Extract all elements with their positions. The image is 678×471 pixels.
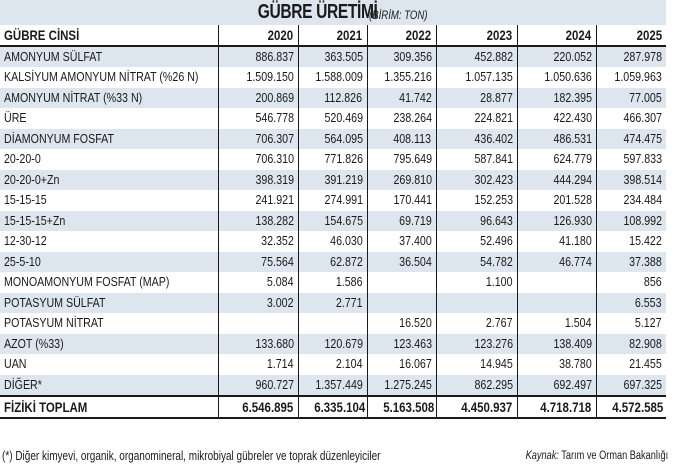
fertilizer-type-label: FİZİKİ TOPLAM [4,398,88,415]
value-text: 234.484 [623,192,662,208]
fertilizer-type-label: DİĞER* [4,376,42,392]
fertilizer-type-cell [0,88,218,109]
value-text: 46.774 [558,253,592,269]
value-cell [436,108,517,129]
column-header-label: 2024 [565,27,592,43]
value-cell [596,375,666,396]
value-cell [367,190,436,211]
value-cell [218,334,298,355]
value-cell [298,88,367,109]
value-text: 5.163.508 [382,398,434,415]
table-row [0,313,666,334]
value-cell [218,129,298,150]
value-text: 1.355.216 [384,69,432,85]
value-text: 1.057.135 [465,69,513,85]
value-cell [436,313,517,334]
title-band [0,0,666,25]
table-row [0,46,666,67]
value-text: 624.779 [552,151,592,167]
value-cell [367,334,436,355]
value-cell [517,149,596,170]
value-text: 170.441 [392,192,432,208]
source-value: Tarım ve Orman Bakanlığı [558,450,668,462]
fertilizer-type-label: AMONYUM NİTRAT (%33 N) [4,89,143,105]
value-text: 2.771 [335,294,363,310]
value-cell [367,313,436,334]
value-cell [298,252,367,273]
value-text: 126.930 [552,212,592,228]
value-text: 1.357.449 [315,376,363,392]
column-header-label: 2021 [336,27,363,43]
value-cell [218,313,298,334]
value-text: 546.778 [254,110,294,126]
value-cell [596,334,666,355]
table-row [0,252,666,273]
table-row [0,67,666,88]
value-text: 220.052 [552,49,592,64]
value-cell [517,396,596,418]
value-text: 108.992 [623,212,662,228]
value-text: 587.841 [473,151,513,167]
fertilizer-type-label: ÜRE [4,110,27,126]
value-cell [298,129,367,150]
value-text: 520.469 [323,110,363,126]
value-cell [596,272,666,293]
value-cell [367,67,436,88]
value-text: 422.430 [552,110,592,126]
value-cell [436,46,517,67]
value-text: 224.821 [473,110,513,126]
fertilizer-type-cell [0,396,218,418]
value-cell [367,293,436,314]
fertilizer-type-cell [0,108,218,129]
value-cell [367,46,436,67]
value-text: 32.352 [260,233,294,249]
value-text: 123.276 [473,335,513,351]
column-header-label: 2023 [486,27,513,43]
value-text: 16.067 [398,356,432,372]
fertilizer-type-cell [0,129,218,150]
value-text: 38.780 [558,356,592,372]
fertilizer-type-cell [0,231,218,252]
value-text: 856 [644,274,662,290]
fertilizer-type-cell [0,149,218,170]
value-cell [436,190,517,211]
value-text: 1.504 [564,315,592,331]
fertilizer-type-label: AZOT (%33) [4,335,64,351]
value-cell [218,211,298,232]
value-text: 62.872 [329,253,363,269]
table-row [0,149,666,170]
value-text: 201.528 [552,192,592,208]
value-text: 77.005 [629,89,662,105]
value-text: 1.100 [485,274,513,290]
value-cell [298,354,367,375]
value-text: 21.455 [629,356,662,372]
table-row [0,129,666,150]
fertilizer-type-cell [0,272,218,293]
table-row [0,211,666,232]
table-row [0,334,666,355]
value-cell [298,334,367,355]
value-cell [367,170,436,191]
value-text: 152.253 [473,192,513,208]
value-text: 112.826 [324,89,363,105]
value-cell [218,272,298,293]
value-cell [436,129,517,150]
value-cell [436,88,517,109]
value-text: 706.307 [254,130,294,146]
value-cell [596,354,666,375]
value-cell [218,231,298,252]
value-cell [298,190,367,211]
value-cell [367,272,436,293]
value-text: 138.409 [552,335,592,351]
value-text: 37.400 [398,233,432,249]
value-text: 564.095 [323,130,363,146]
value-cell [596,252,666,273]
value-cell [517,375,596,396]
value-text: 697.325 [623,376,662,392]
value-cell [436,354,517,375]
fertilizer-type-cell [0,67,218,88]
value-cell [298,46,367,67]
value-cell [436,272,517,293]
value-cell [596,149,666,170]
value-text: 120.679 [323,335,363,351]
value-text: 3.002 [266,294,294,310]
value-text: 96.643 [479,212,513,228]
value-text: 41.180 [558,233,592,249]
value-text: 287.978 [623,49,662,64]
total-row [0,396,666,418]
value-cell [298,108,367,129]
column-header-label: 2020 [267,27,294,43]
footnote: (*) Diğer kimyevi, organik, organomineral, mikrobiyal gübreler ve toprak düzenleyiciler [2,449,381,463]
value-cell [596,108,666,129]
value-text: 706.310 [254,151,294,167]
value-cell [436,252,517,273]
value-cell [596,231,666,252]
value-text: 771.826 [323,151,363,167]
value-cell [517,67,596,88]
table-row [0,375,666,396]
value-cell [218,170,298,191]
value-cell [436,67,517,88]
value-text: 6.546.895 [242,398,294,415]
source-credit [526,450,669,462]
value-text: 597.833 [623,151,662,167]
column-header-year [517,25,596,46]
value-cell [596,67,666,88]
value-text: 398.319 [254,171,294,187]
column-header-type [0,25,218,46]
value-cell [436,334,517,355]
value-text: 1.059.963 [614,69,662,85]
value-cell [298,170,367,191]
source-label: Kaynak: [525,450,559,462]
value-cell [436,170,517,191]
value-text: 36.504 [398,253,432,269]
value-cell [367,129,436,150]
value-text: 28.877 [479,89,513,105]
value-cell [218,108,298,129]
table-row [0,170,666,191]
fertilizer-type-cell [0,334,218,355]
value-cell [596,313,666,334]
fertilizer-type-label: AMONYUM SÜLFAT [4,49,103,64]
fertilizer-type-label: 15-15-15+Zn [4,212,66,228]
fertilizer-type-cell [0,354,218,375]
value-text: 1.509.150 [246,69,294,85]
fertilizer-type-cell [0,375,218,396]
value-cell [298,396,367,418]
value-text: 241.921 [254,192,294,208]
value-cell [596,129,666,150]
fertilizer-type-label: POTASYUM SÜLFAT [4,294,106,310]
table-row [0,231,666,252]
value-cell [517,190,596,211]
value-cell [367,149,436,170]
value-cell [436,375,517,396]
value-text: 1.275.245 [384,376,432,392]
value-cell [298,272,367,293]
fertilizer-type-label: 12-30-12 [4,233,47,249]
value-text: 14.945 [479,356,513,372]
unit-label: (BİRİM: TON) [369,8,428,22]
value-text: 5.127 [635,315,662,331]
value-cell [367,211,436,232]
column-header-year [436,25,517,46]
value-cell [596,46,666,67]
value-text: 41.742 [398,89,432,105]
column-header-label: 2025 [636,27,662,43]
value-text: 274.991 [323,192,363,208]
value-text: 200.869 [254,89,294,105]
value-cell [218,375,298,396]
value-cell [218,46,298,67]
value-cell [517,231,596,252]
value-text: 16.520 [398,315,432,331]
value-cell [367,88,436,109]
value-text: 391.219 [323,171,363,187]
value-cell [367,252,436,273]
value-text: 436.402 [473,130,513,146]
value-text: 182.395 [552,89,592,105]
value-cell [517,211,596,232]
fertilizer-type-cell [0,170,218,191]
fertilizer-type-cell [0,293,218,314]
table-row [0,354,666,375]
value-text: 444.294 [552,171,592,187]
value-text: 238.264 [392,110,432,126]
value-cell [517,170,596,191]
value-cell [218,149,298,170]
value-cell [298,293,367,314]
value-cell [218,88,298,109]
column-header-year [218,25,298,46]
value-text: 133.680 [254,335,294,351]
value-cell [596,88,666,109]
value-cell [436,396,517,418]
value-text: 886.837 [254,49,294,64]
value-cell [218,190,298,211]
value-cell [517,252,596,273]
value-cell [436,231,517,252]
value-text: 15.422 [629,233,662,249]
value-cell [596,293,666,314]
value-cell [596,190,666,211]
footer [2,446,678,466]
value-text: 1.586 [335,274,363,290]
value-text: 486.531 [552,130,592,146]
value-text: 6.553 [635,294,662,310]
value-cell [218,293,298,314]
table-body [0,46,666,418]
fertilizer-type-label: POTASYUM NİTRAT [4,315,104,331]
value-text: 474.475 [623,130,662,146]
value-cell [298,149,367,170]
fertilizer-type-label: UAN [4,356,27,372]
value-cell [367,396,436,418]
value-text: 302.423 [473,171,513,187]
value-cell [517,272,596,293]
fertilizer-type-cell [0,211,218,232]
value-text: 154.675 [323,212,363,228]
value-text: 1.050.636 [544,69,592,85]
value-text: 82.908 [629,335,662,351]
value-text: 269.810 [392,171,432,187]
production-table [0,25,666,419]
fertilizer-type-label: 20-20-0+Zn [4,171,60,187]
value-text: 1.588.009 [315,69,363,85]
column-header-label: GÜBRE CİNSİ [4,27,80,43]
value-cell [596,170,666,191]
value-text: 466.307 [623,110,662,126]
value-text: 2.104 [335,356,363,372]
column-header-year [367,25,436,46]
value-text: 6.335.104 [313,398,365,415]
column-header-year [596,25,666,46]
table-row [0,88,666,109]
fertilizer-type-label: DİAMONYUM FOSFAT [4,130,114,146]
value-cell [298,375,367,396]
value-text: 138.282 [254,212,294,228]
value-cell [517,88,596,109]
value-text: 363.505 [323,49,363,64]
value-cell [517,354,596,375]
value-text: 452.882 [473,49,513,64]
value-text: 5.084 [266,274,294,290]
value-cell [218,354,298,375]
value-text: 692.497 [552,376,592,392]
value-cell [367,231,436,252]
value-text: 309.356 [392,49,432,64]
column-header-year [298,25,367,46]
value-text: 54.782 [479,253,513,269]
value-text: 960.727 [254,376,294,392]
value-text: 1.714 [266,356,294,372]
value-cell [298,231,367,252]
value-cell [367,375,436,396]
value-text: 398.514 [623,171,662,187]
table-row [0,190,666,211]
fertilizer-type-label: 15-15-15 [4,192,47,208]
value-text: 4.718.718 [540,398,592,415]
value-cell [517,313,596,334]
value-text: 69.719 [398,212,432,228]
value-cell [218,252,298,273]
value-cell [436,211,517,232]
value-text: 123.463 [392,335,432,351]
fertilizer-type-label: 20-20-0 [4,151,41,167]
value-cell [517,334,596,355]
table-row [0,108,666,129]
fertilizer-type-label: KALSİYUM AMONYUM NİTRAT (%26 N) [4,69,199,85]
fertilizer-type-cell [0,252,218,273]
value-cell [517,108,596,129]
table-row [0,293,666,314]
value-cell [596,211,666,232]
header-row [0,25,666,46]
page-title: GÜBRE ÜRETİMİ [257,1,378,23]
value-cell [596,396,666,418]
value-text: 2.767 [485,315,513,331]
value-text: 408.113 [393,130,432,146]
fertilizer-type-cell [0,313,218,334]
value-cell [218,396,298,418]
value-text: 37.388 [629,253,662,269]
value-text: 4.572.585 [611,398,663,415]
value-cell [218,67,298,88]
value-text: 4.450.937 [461,398,513,415]
value-text: 862.295 [473,376,513,392]
fertilizer-type-cell [0,46,218,67]
value-cell [298,67,367,88]
value-cell [517,46,596,67]
fertilizer-type-cell [0,190,218,211]
fertilizer-type-label: MONOAMONYUM FOSFAT (MAP) [4,274,170,290]
table-row [0,272,666,293]
column-header-label: 2022 [405,27,432,43]
value-cell [367,354,436,375]
value-cell [367,108,436,129]
value-cell [298,313,367,334]
value-text: 795.649 [392,151,432,167]
value-text: 46.030 [329,233,363,249]
value-cell [517,293,596,314]
value-cell [436,149,517,170]
value-cell [517,129,596,150]
value-cell [436,293,517,314]
value-cell [298,211,367,232]
fertilizer-type-label: 25-5-10 [4,253,41,269]
value-text: 52.496 [479,233,513,249]
value-text: 75.564 [260,253,294,269]
